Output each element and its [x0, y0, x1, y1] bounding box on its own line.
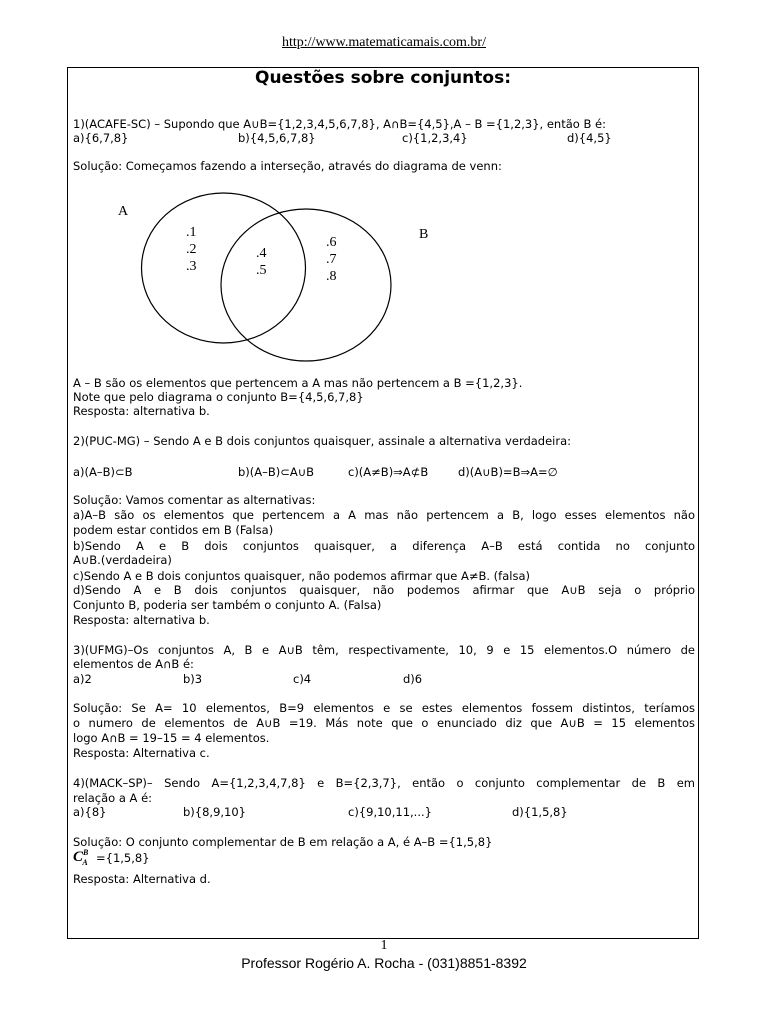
- q2-option-a: a)(A–B)⊂B: [73, 465, 133, 479]
- q2-alt-d-2: Conjunto B, poderia ser também o conjunto A. (Falsa): [73, 598, 382, 612]
- complement-value: ={1,5,8}: [96, 851, 150, 865]
- q4-option-d: d){1,5,8}: [512, 805, 568, 819]
- q2-alt-c: c)Sendo A e B dois conjuntos quaisquer, não podemos afirmar que A≠B. (falsa): [73, 569, 530, 583]
- q3-statement-1: 3)(UFMG)–Os conjuntos A, B e A∪B têm, respectivamente, 10, 9 e 15 elementos.O número de: [73, 643, 695, 657]
- q1-line1: A – B são os elementos que pertencem a A mas não pertencem a B ={1,2,3}.: [73, 376, 523, 390]
- complement-subscript: A: [82, 858, 88, 867]
- venn-element: .4: [256, 246, 267, 261]
- venn-label-b: B: [419, 227, 429, 242]
- q4-statement-2: relação a A é:: [73, 791, 153, 805]
- venn-element: .3: [186, 259, 197, 274]
- q4-solution-1: Solução: O conjunto complementar de B em relação a A, é A–B ={1,5,8}: [73, 835, 493, 849]
- q3-option-a: a)2: [73, 672, 92, 686]
- q1-option-c: c){1,2,3,4}: [402, 131, 468, 145]
- venn-element: .6: [326, 235, 337, 250]
- q2-alt-d-1: d)Sendo A e B dois conjuntos quaisquer, não podemos afirmar que A∪B seja o próprio: [73, 583, 695, 597]
- q2-statement: 2)(PUC-MG) – Sendo A e B dois conjuntos quaisquer, assinale a alternativa verdadeira:: [73, 434, 572, 448]
- q1-option-d: d){4,5}: [567, 131, 612, 145]
- q3-option-d: d)6: [403, 672, 423, 686]
- q2-alt-b-1: b)Sendo A e B dois conjuntos quaisquer, a diferença A–B está contida no conjunto: [73, 539, 695, 553]
- venn-element: .1: [186, 225, 197, 240]
- q1-solution-intro: Solução: Começamos fazendo a interseção, através do diagrama de venn:: [73, 159, 502, 173]
- q3-solution-3: logo A∩B = 19–15 = 4 elementos.: [73, 731, 270, 745]
- q1-answer: Resposta: alternativa b.: [73, 404, 210, 418]
- page-number: 1: [380, 938, 388, 953]
- q4-option-a: a){8}: [73, 805, 107, 819]
- venn-circle-b: [221, 209, 391, 361]
- q4-option-c: c){9,10,11,...}: [348, 805, 432, 819]
- q4-option-b: b){8,9,10}: [183, 805, 246, 819]
- q4-answer: Resposta: Alternativa d.: [73, 872, 211, 886]
- q3-solution-2: o numero de elementos de A∪B =19. Más note que o enunciado diz que A∪B = 15 elementos: [73, 716, 695, 730]
- q2-alt-a-1: a)A–B são os elementos que pertencem a A mas não pertencem a B, logo esses elementos não: [73, 508, 695, 522]
- q4-statement-1: 4)(MACK–SP)– Sendo A={1,2,3,4,7,8} e B={2,3,7}, então o conjunto complementar de B em: [73, 776, 695, 790]
- q2-option-c: c)(A≠B)⇒A⊄B: [348, 465, 429, 479]
- q3-answer: Resposta: Alternativa c.: [73, 746, 210, 760]
- q2-solution-intro: Solução: Vamos comentar as alternativas:: [73, 493, 316, 507]
- q2-answer: Resposta: alternativa b.: [73, 613, 210, 627]
- q2-alt-b-2: A∪B.(verdadeira): [73, 553, 172, 567]
- q1-option-b: b){4,5,6,7,8}: [238, 131, 316, 145]
- q2-alt-a-2: podem estar contidos em B (Falsa): [73, 523, 274, 537]
- q1-line2: Note que pelo diagrama o conjunto B={4,5,6,7,8}: [73, 390, 364, 404]
- q3-statement-2: elementos de A∩B é:: [73, 657, 194, 671]
- q1-option-a: a){6,7,8}: [73, 131, 129, 145]
- footer-author: Professor Rogério A. Rocha - (031)8851-8392: [241, 955, 527, 971]
- venn-label-a: A: [118, 204, 129, 219]
- q3-solution-1: Solução: Se A= 10 elementos, B=9 elementos e se estes elementos fossem distintos, teríamos: [73, 701, 695, 715]
- q1-statement: 1)(ACAFE-SC) – Supondo que A∪B={1,2,3,4,5,6,7,8}, A∩B={4,5},A – B ={1,2,3}, então B é:: [73, 117, 606, 131]
- venn-element: .8: [326, 269, 337, 284]
- q3-option-c: c)4: [293, 672, 312, 686]
- venn-element: .2: [186, 242, 197, 257]
- venn-element: .7: [326, 252, 337, 267]
- header-url[interactable]: http://www.matematicamais.com.br/: [282, 35, 486, 50]
- page-title: Questões sobre conjuntos:: [255, 68, 511, 88]
- q2-option-d: d)(A∪B)=B⇒A=∅: [458, 465, 558, 479]
- venn-element: .5: [256, 263, 267, 278]
- q3-option-b: b)3: [183, 672, 203, 686]
- q2-option-b: b)(A–B)⊂A∪B: [238, 465, 315, 479]
- complement-superscript: B: [83, 848, 89, 857]
- complement-formula: [73, 848, 88, 867]
- complement-symbol: C: [73, 849, 84, 865]
